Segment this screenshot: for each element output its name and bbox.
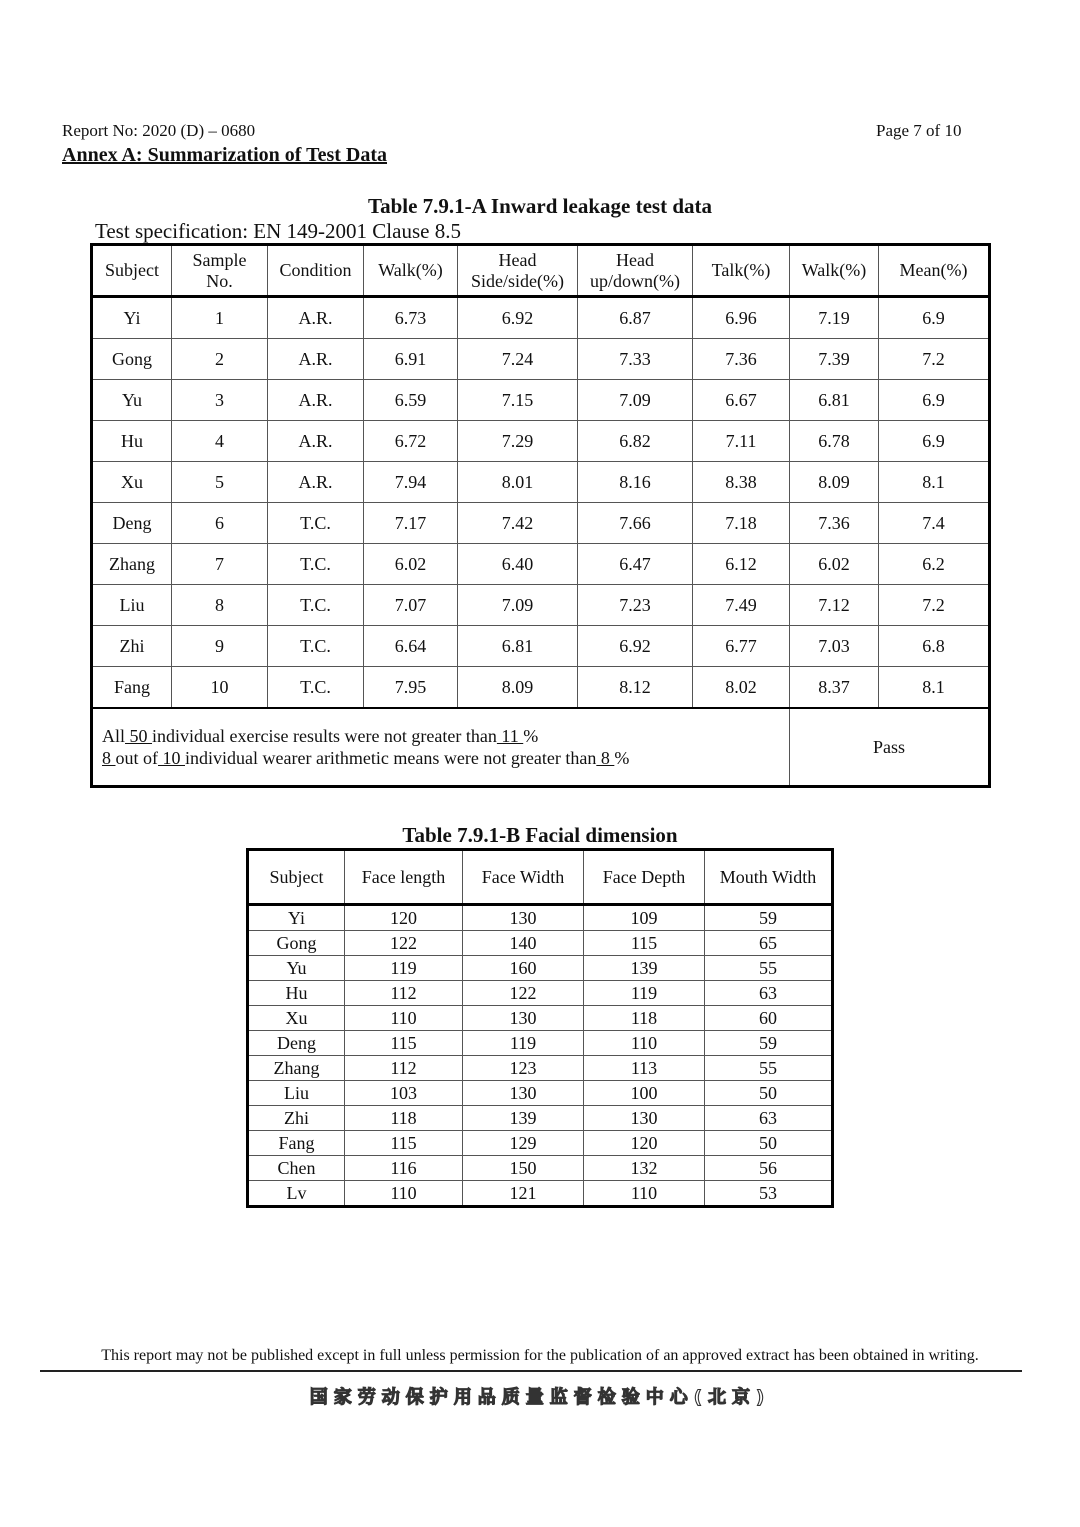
cell-subject: Yi: [92, 297, 172, 339]
cell-depth: 110: [584, 1031, 705, 1056]
cell-length: 122: [345, 931, 463, 956]
cell-walk1: 7.17: [364, 503, 458, 544]
cell-width: 119: [463, 1031, 584, 1056]
cell-subject: Fang: [92, 667, 172, 709]
cell-sample: 9: [172, 626, 268, 667]
footer-organization: 国家劳动保护用品质量监督检验中心(北京): [309, 1387, 771, 1408]
table-a-title: Table 7.9.1-A Inward leakage test data: [368, 194, 712, 218]
cell-walk1: 6.02: [364, 544, 458, 585]
table-row: [92, 544, 990, 585]
cell-condition: A.R.: [268, 380, 364, 421]
cell-mouth: 50: [705, 1131, 833, 1156]
cell-depth: 100: [584, 1081, 705, 1106]
cell-updown: 6.87: [578, 297, 693, 339]
cell-condition: T.C.: [268, 667, 364, 709]
header-sample-no: [172, 245, 268, 297]
cell-walk1: 7.07: [364, 585, 458, 626]
header-walk-1: Walk(%): [364, 245, 458, 297]
cell-walk2: 6.02: [790, 544, 879, 585]
table-row: [92, 667, 990, 709]
table-row: [248, 1181, 833, 1207]
cell-mouth: 53: [705, 1181, 833, 1207]
cell-depth: 118: [584, 1006, 705, 1031]
cell-walk1: 6.59: [364, 380, 458, 421]
cell-updown: 8.16: [578, 462, 693, 503]
summary-l2-c: %: [614, 748, 630, 768]
header-face-depth: Face Depth: [584, 850, 705, 905]
cell-width: 140: [463, 931, 584, 956]
cell-mouth: 63: [705, 981, 833, 1006]
cell-walk1: 6.64: [364, 626, 458, 667]
cell-subject: Deng: [248, 1031, 345, 1056]
cell-subject: Zhi: [248, 1106, 345, 1131]
cell-depth: 119: [584, 981, 705, 1006]
cell-width: 123: [463, 1056, 584, 1081]
summary-l2-a: out of: [115, 748, 158, 768]
cell-walk1: 6.72: [364, 421, 458, 462]
header-side-line1: Head: [498, 249, 537, 270]
table-row: [92, 339, 990, 380]
header-updown-line1: Head: [616, 249, 654, 270]
table-row: [248, 981, 833, 1006]
table-row: [248, 1106, 833, 1131]
cell-mean: 8.1: [879, 462, 990, 503]
cell-updown: 6.92: [578, 626, 693, 667]
cell-length: 110: [345, 1181, 463, 1207]
cell-sample: 2: [172, 339, 268, 380]
cell-length: 103: [345, 1081, 463, 1106]
cell-mean: 6.9: [879, 297, 990, 339]
table-row: [92, 297, 990, 339]
table-row: [248, 1081, 833, 1106]
cell-side: 7.24: [458, 339, 578, 380]
cell-talk: 7.18: [693, 503, 790, 544]
cell-sample: 7: [172, 544, 268, 585]
header-sample-line1: Sample: [192, 249, 247, 270]
cell-subject: Liu: [248, 1081, 345, 1106]
cell-mouth: 60: [705, 1006, 833, 1031]
cell-mean: 6.9: [879, 380, 990, 421]
footer-disclaimer: This report may not be published except in full unless permission for the publication of an approved extract has been obtained in writing.: [101, 1347, 979, 1364]
cell-subject: Yu: [92, 380, 172, 421]
header-mean: Mean(%): [879, 245, 990, 297]
cell-talk: 7.11: [693, 421, 790, 462]
cell-sample: 3: [172, 380, 268, 421]
cell-length: 115: [345, 1031, 463, 1056]
cell-sample: 10: [172, 667, 268, 709]
cell-sample: 1: [172, 297, 268, 339]
test-specification: Test specification: EN 149-2001 Clause 8.5: [95, 219, 461, 243]
table-row: [92, 462, 990, 503]
cell-length: 116: [345, 1156, 463, 1181]
header-subject: Subject: [248, 850, 345, 905]
cell-condition: T.C.: [268, 544, 364, 585]
cell-mouth: 56: [705, 1156, 833, 1181]
header-walk-2: Walk(%): [790, 245, 879, 297]
header-head-updown: [578, 245, 693, 297]
cell-condition: T.C.: [268, 585, 364, 626]
summary-l1-b: individual exercise results were not greater than: [152, 726, 497, 746]
cell-side: 7.29: [458, 421, 578, 462]
cell-walk2: 7.19: [790, 297, 879, 339]
cell-walk2: 6.81: [790, 380, 879, 421]
cell-walk1: 6.73: [364, 297, 458, 339]
cell-walk2: 7.39: [790, 339, 879, 380]
cell-sample: 5: [172, 462, 268, 503]
cell-length: 112: [345, 1056, 463, 1081]
cell-mouth: 63: [705, 1106, 833, 1131]
header-condition: Condition: [268, 245, 364, 297]
cell-mean: 7.2: [879, 339, 990, 380]
cell-width: 160: [463, 956, 584, 981]
cell-depth: 130: [584, 1106, 705, 1131]
cell-width: 130: [463, 1006, 584, 1031]
table-row: [92, 503, 990, 544]
summary-l2-b: individual wearer arithmetic means were not greater than: [185, 748, 597, 768]
cell-mouth: 55: [705, 1056, 833, 1081]
header-updown-line2: up/down(%): [590, 270, 680, 291]
cell-condition: T.C.: [268, 503, 364, 544]
cell-walk1: 6.91: [364, 339, 458, 380]
table-row: [92, 380, 990, 421]
cell-length: 119: [345, 956, 463, 981]
table-row: [248, 1031, 833, 1056]
cell-depth: 113: [584, 1056, 705, 1081]
table-b-header-row: [248, 850, 833, 905]
cell-condition: A.R.: [268, 297, 364, 339]
cell-walk2: 7.12: [790, 585, 879, 626]
cell-subject: Zhi: [92, 626, 172, 667]
cell-side: 8.09: [458, 667, 578, 709]
cell-talk: 7.36: [693, 339, 790, 380]
cell-subject: Xu: [92, 462, 172, 503]
cell-side: 7.42: [458, 503, 578, 544]
header-face-length: Face length: [345, 850, 463, 905]
cell-side: 6.92: [458, 297, 578, 339]
cell-talk: 8.02: [693, 667, 790, 709]
cell-mean: 6.2: [879, 544, 990, 585]
cell-depth: 115: [584, 931, 705, 956]
cell-talk: 6.12: [693, 544, 790, 585]
footer-divider: [40, 1370, 1022, 1372]
cell-depth: 110: [584, 1181, 705, 1207]
cell-talk: 6.67: [693, 380, 790, 421]
cell-updown: 8.12: [578, 667, 693, 709]
cell-subject: Zhang: [92, 544, 172, 585]
table-row: [248, 931, 833, 956]
cell-side: 7.09: [458, 585, 578, 626]
cell-length: 115: [345, 1131, 463, 1156]
cell-subject: Gong: [92, 339, 172, 380]
inward-leakage-table: [90, 243, 991, 788]
cell-condition: A.R.: [268, 421, 364, 462]
summary-row: [92, 708, 990, 787]
cell-width: 130: [463, 1081, 584, 1106]
cell-subject: Gong: [248, 931, 345, 956]
header-subject: Subject: [92, 245, 172, 297]
table-row: [92, 585, 990, 626]
cell-width: 122: [463, 981, 584, 1006]
cell-subject: Zhang: [248, 1056, 345, 1081]
cell-side: 6.81: [458, 626, 578, 667]
cell-mouth: 50: [705, 1081, 833, 1106]
cell-depth: 120: [584, 1131, 705, 1156]
cell-mean: 6.9: [879, 421, 990, 462]
summary-l2-total: 10: [158, 748, 185, 768]
facial-dimension-table: [246, 848, 834, 1208]
header-mouth-width: Mouth Width: [705, 850, 833, 905]
cell-subject: Hu: [92, 421, 172, 462]
table-row: [248, 1056, 833, 1081]
cell-length: 112: [345, 981, 463, 1006]
cell-mean: 8.1: [879, 667, 990, 709]
cell-side: 8.01: [458, 462, 578, 503]
cell-subject: Chen: [248, 1156, 345, 1181]
cell-length: 118: [345, 1106, 463, 1131]
cell-updown: 7.23: [578, 585, 693, 626]
cell-condition: A.R.: [268, 339, 364, 380]
cell-walk2: 7.03: [790, 626, 879, 667]
cell-depth: 109: [584, 905, 705, 931]
cell-mean: 7.2: [879, 585, 990, 626]
summary-text: [92, 708, 790, 787]
cell-walk2: 8.37: [790, 667, 879, 709]
cell-walk2: 7.36: [790, 503, 879, 544]
result-cell: Pass: [790, 708, 990, 787]
cell-depth: 139: [584, 956, 705, 981]
cell-sample: 4: [172, 421, 268, 462]
cell-side: 7.15: [458, 380, 578, 421]
cell-mouth: 55: [705, 956, 833, 981]
summary-l2-limit: 8: [596, 748, 615, 768]
cell-walk1: 7.95: [364, 667, 458, 709]
cell-sample: 8: [172, 585, 268, 626]
cell-width: 129: [463, 1131, 584, 1156]
cell-subject: Hu: [248, 981, 345, 1006]
cell-mouth: 59: [705, 905, 833, 931]
cell-subject: Fang: [248, 1131, 345, 1156]
cell-updown: 7.33: [578, 339, 693, 380]
page-number: Page 7 of 10: [876, 121, 962, 140]
cell-condition: T.C.: [268, 626, 364, 667]
summary-l1-count: 50: [125, 726, 153, 746]
cell-talk: 7.49: [693, 585, 790, 626]
cell-subject: Liu: [92, 585, 172, 626]
cell-walk2: 8.09: [790, 462, 879, 503]
table-b-title: Table 7.9.1-B Facial dimension: [402, 823, 678, 847]
report-number: Report No: 2020 (D) – 0680: [62, 121, 256, 140]
cell-updown: 6.47: [578, 544, 693, 585]
cell-length: 110: [345, 1006, 463, 1031]
annex-title: Annex A: Summarization of Test Data: [62, 144, 388, 166]
cell-walk1: 7.94: [364, 462, 458, 503]
table-row: [92, 421, 990, 462]
cell-width: 139: [463, 1106, 584, 1131]
cell-sample: 6: [172, 503, 268, 544]
cell-subject: Yu: [248, 956, 345, 981]
summary-l1-limit: 11: [496, 726, 524, 746]
cell-width: 150: [463, 1156, 584, 1181]
cell-depth: 132: [584, 1156, 705, 1181]
cell-subject: Xu: [248, 1006, 345, 1031]
table-row: [248, 1131, 833, 1156]
cell-condition: A.R.: [268, 462, 364, 503]
summary-l1-c: %: [523, 726, 539, 746]
cell-width: 130: [463, 905, 584, 931]
cell-talk: 6.96: [693, 297, 790, 339]
summary-l1-a: All: [102, 726, 126, 746]
cell-subject: Deng: [92, 503, 172, 544]
table-a-header-row: [92, 245, 990, 297]
header-talk: Talk(%): [693, 245, 790, 297]
header-head-side: [458, 245, 578, 297]
cell-subject: Lv: [248, 1181, 345, 1207]
table-row: [248, 1156, 833, 1181]
cell-mouth: 65: [705, 931, 833, 956]
table-row: [248, 905, 833, 931]
cell-mean: 7.4: [879, 503, 990, 544]
table-row: [92, 626, 990, 667]
cell-talk: 6.77: [693, 626, 790, 667]
cell-side: 6.40: [458, 544, 578, 585]
cell-mean: 6.8: [879, 626, 990, 667]
cell-walk2: 6.78: [790, 421, 879, 462]
cell-updown: 7.66: [578, 503, 693, 544]
header-face-width: Face Width: [463, 850, 584, 905]
cell-width: 121: [463, 1181, 584, 1207]
cell-length: 120: [345, 905, 463, 931]
header-sample-line2: No.: [206, 270, 233, 291]
cell-subject: Yi: [248, 905, 345, 931]
summary-l2-count: 8: [102, 748, 116, 768]
header-side-line2: Side/side(%): [471, 270, 564, 291]
cell-mouth: 59: [705, 1031, 833, 1056]
table-row: [248, 956, 833, 981]
table-row: [248, 1006, 833, 1031]
cell-talk: 8.38: [693, 462, 790, 503]
cell-updown: 7.09: [578, 380, 693, 421]
cell-updown: 6.82: [578, 421, 693, 462]
